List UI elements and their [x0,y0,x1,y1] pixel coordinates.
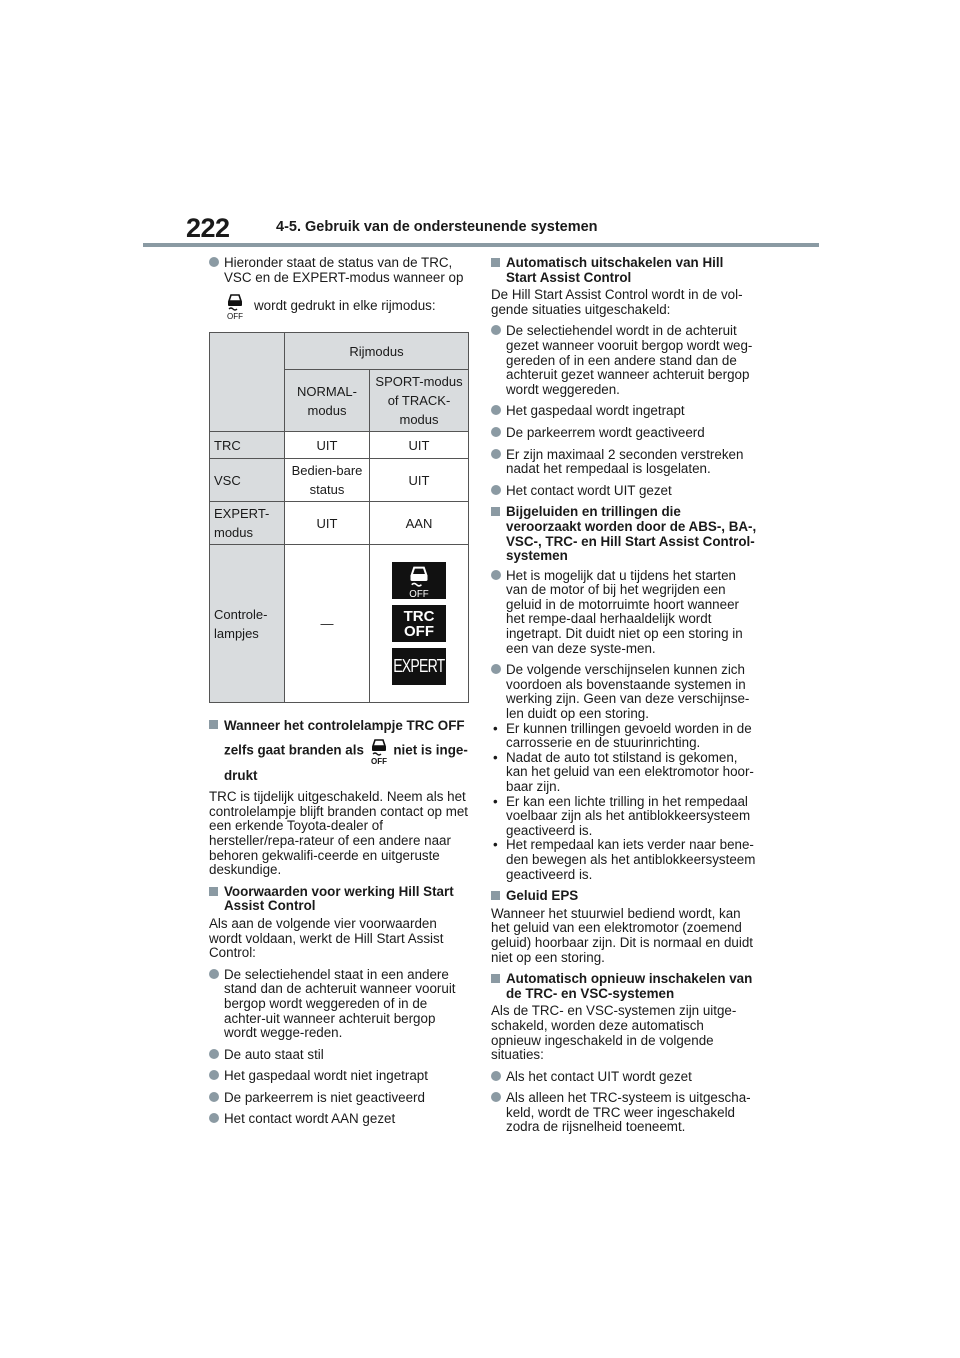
bullet-icon [209,1113,219,1123]
list-item: Als het contact UIT wordt gezet [491,1070,757,1085]
section-heading: Voorwaarden voor werking Hill Start Assist Control [209,885,471,914]
vsc-off-icon [224,292,246,320]
svg-text:OFF: OFF [409,588,429,598]
bullet-icon [491,427,501,437]
svg-text:OFF: OFF [370,757,387,766]
list-item: Het contact wordt AAN gezet [209,1112,471,1127]
square-bullet-icon [491,974,500,983]
bullet-icon [209,257,219,267]
paragraph: TRC is tijdelijk uitgeschakeld. Neem als het controlelampje blijft branden contact op met een erkende Toyota-dealer of hersteller/repa-rateur of een andere naar behoren gekwalifi-ceerde en uitgeruste deskundige. [209,789,469,878]
list-item: Het is mogelijk dat u tijdens het starten van de motor of bij het wegrijden een geluid in de motorruimte hoort wanneer het rempe-daal herhaaldelijk wordt ingetrapt. Dit duidt niet op een storing in een van deze syste-men. [491,569,757,657]
section-heading: Automatisch uitschakelen van Hill Start Assist Control [491,256,757,285]
table-header: Rijmodus [285,333,469,370]
square-bullet-icon [491,258,500,267]
list-item: Het gaspedaal wordt niet ingetrapt [209,1069,471,1084]
bullet-icon [209,1070,219,1080]
bullet-icon [491,1092,501,1102]
dash-item: • Het rempedaal kan iets verder naar bene-den bewegen als het antiblokkeersysteem geactiveerd is. [493,837,756,882]
intro-icon-text: wordt gedrukt in elke rijmodus: [254,297,436,313]
section-heading: Wanneer het controlelampje TRC OFF zelfs gaat branden als OFF niet is inge-drukt [209,715,471,787]
square-bullet-icon [209,720,218,729]
bullet-icon [491,1071,501,1081]
list-item: De parkeerrem is niet geactiveerd [209,1091,471,1106]
square-bullet-icon [209,887,218,896]
section-heading: Geluid EPS [491,889,757,904]
table-cell: AAN [370,502,469,545]
trc-off-text: TRC OFF [403,607,435,640]
table-cell: UIT [285,432,370,459]
column-header: SPORT-modus of TRACK-modus [370,370,469,432]
bullet-icon [491,325,501,335]
table-cell: UIT [370,459,469,502]
header-rule [143,243,819,247]
expert-indicator-icon [392,648,446,685]
table-cell: UIT [285,502,370,545]
list-item: De parkeerrem wordt geactiveerd [491,426,757,441]
trc-off-indicator-icon [392,605,446,642]
list-item: De volgende verschijnselen kunnen zich voordoen als bovenstaande systemen in werking zijn. Geen van deze verschijnse-len duidt op een storing. [491,663,757,721]
section-title: 4-5. Gebruik van de ondersteunende systemen [276,219,598,235]
page-number: 222 [186,213,230,243]
row-header: TRC [210,432,285,459]
bullet-icon [491,664,501,674]
table-cell: UIT [370,432,469,459]
vsc-off-icon [368,737,390,765]
paragraph: De Hill Start Assist Control wordt in de vol-gende situaties uitgeschakeld: [491,287,743,317]
vsc-off-indicator-icon [392,562,446,599]
list-item: De selectiehendel staat in een andere stand dan de achteruit wanneer vooruit bergop wordt weggereden of in de achter-uit wanneer achteruit bergop wordt wegge-reden. [209,968,471,1041]
indicator-lamps-cell [370,545,469,703]
list-item [209,256,471,285]
list-item: Als alleen het TRC-systeem is uitgescha-keld, wordt de TRC weer ingeschakeld zodra de rijsnelheid toeneemt. [491,1091,757,1135]
list-item: De selectiehendel wordt in de achteruit gezet wanneer vooruit bergop wordt weg-gereden of in een andere stand dan de achteruit gezet wanneer achteruit bergop wordt weggereden. [491,324,757,397]
square-bullet-icon [491,891,500,900]
bullet-icon [491,570,501,580]
table-corner [210,333,285,432]
section-heading: Bijgeluiden en trillingen die veroorzaakt worden door de ABS-, BA-, VSC-, TRC- en Hill Start Assist Control-systemen [491,505,757,563]
column-header: NORMAL-modus [285,370,370,432]
square-bullet-icon [491,507,500,516]
bullet-icon [209,969,219,979]
paragraph: Als aan de volgende vier voorwaarden wordt voldaan, werkt de Hill Start Assist Control: [209,915,444,961]
expert-text: EXPERT [393,656,445,677]
bullet-icon [491,405,501,415]
list-item: Het gaspedaal wordt ingetrapt [491,404,757,419]
list-item: De auto staat stil [209,1048,471,1063]
row-header: Controle-lampjes [210,545,285,703]
svg-text:OFF: OFF [227,312,243,321]
bullet-icon [209,1049,219,1059]
bullet-icon [209,1092,219,1102]
paragraph: Als de TRC- en VSC-systemen zijn uitge-schakeld, worden deze automatisch opnieuw ingeschakeld in de volgende situaties: [491,1003,737,1063]
intro-text: Hieronder staat de status van de TRC, VSC en de EXPERT-modus wanneer op [224,255,464,285]
dash-item: • Er kan een lichte trilling in het rempedaal voelbaar zijn als het antiblokkeersysteem geactiveerd is. [493,793,751,838]
paragraph: Wanneer het stuurwiel bediend wordt, kan het geluid van een elektromotor (zoemend geluid) hoorbaar zijn. Dit is normaal en duidt niet op een storing. [491,905,754,965]
right-column [491,256,757,1142]
row-header: EXPERT-modus [210,502,285,545]
left-column [209,256,471,1134]
bullet-icon [491,485,501,495]
table-cell: Bedien-bare status [285,459,370,502]
list-item: Het contact wordt UIT gezet [491,484,757,499]
intro-icon-line [224,292,471,320]
dash-item: • Nadat de auto tot stilstand is gekomen, kan het geluid van een elektromotor hoor-baar zijn. [493,749,754,794]
dash-item: • Er kunnen trillingen gevoeld worden in de carrosserie en de stuurinrichting. [493,720,752,751]
bullet-icon [491,449,501,459]
drive-mode-table [209,332,469,703]
list-item: Er zijn maximaal 2 seconden verstreken nadat het rempedaal is losgelaten. [491,448,757,477]
section-heading: Automatisch opnieuw inschakelen van de TRC- en VSC-systemen [491,972,757,1001]
table-cell: — [285,545,370,703]
row-header: VSC [210,459,285,502]
